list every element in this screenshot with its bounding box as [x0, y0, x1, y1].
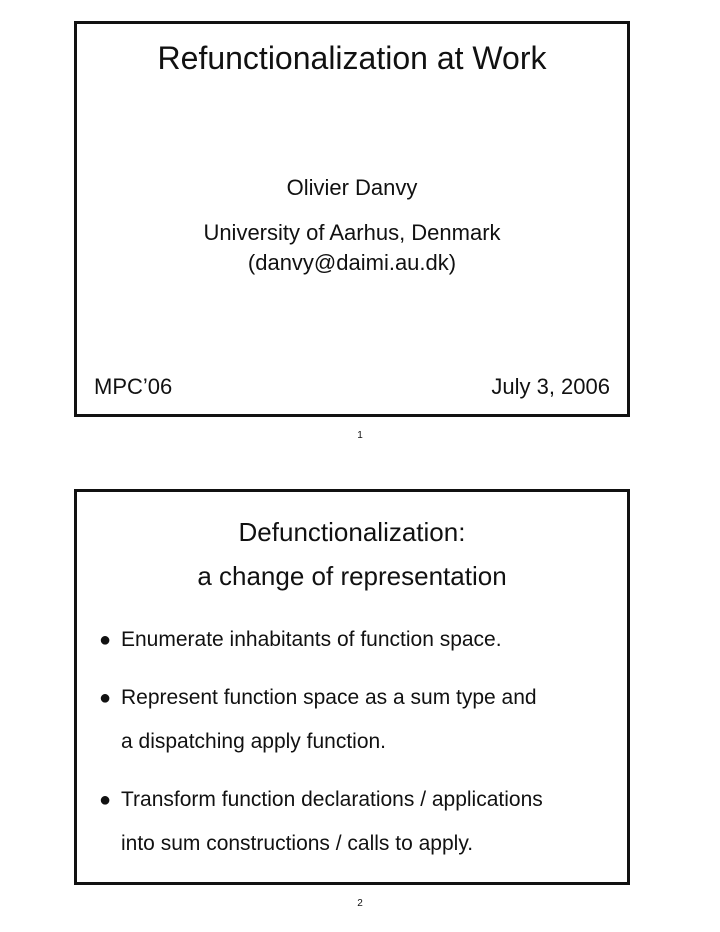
bullet-text: Transform function declarations / applications [121, 788, 543, 811]
bullet-text-continued: a dispatching apply function. [121, 730, 387, 753]
author-email: (danvy@daimi.au.dk) [247, 250, 457, 275]
bullet-item [99, 676, 617, 764]
bullet-text: Represent function space as a sum type and [121, 686, 537, 709]
slide-1 [74, 21, 630, 417]
bullet-icon: ● [99, 789, 112, 811]
bullet-item [99, 618, 617, 662]
bullet-text-continued: into sum constructions / calls to apply. [121, 832, 474, 855]
affiliation-block [77, 218, 627, 278]
author-name: Olivier Danvy [286, 175, 418, 200]
page-number-1: 1 [357, 430, 363, 441]
bullet-icon: ● [99, 687, 112, 709]
affiliation: University of Aarhus, Denmark [203, 220, 501, 245]
bullet-icon: ● [99, 629, 112, 651]
slide-2 [74, 489, 630, 885]
bullet-list [99, 618, 617, 880]
bullet-item [99, 778, 617, 866]
slide-2-title-line-2: a change of representation [197, 561, 507, 591]
venue: MPC’06 [94, 374, 173, 399]
page-number-2: 2 [357, 898, 363, 909]
date: July 3, 2006 [491, 374, 610, 399]
slide-2-title-line-1: Defunctionalization: [238, 517, 466, 547]
slide-2-title [77, 510, 627, 598]
bullet-text: Enumerate inhabitants of function space. [121, 628, 502, 651]
slide-1-title: Refunctionalization at Work [157, 40, 547, 76]
